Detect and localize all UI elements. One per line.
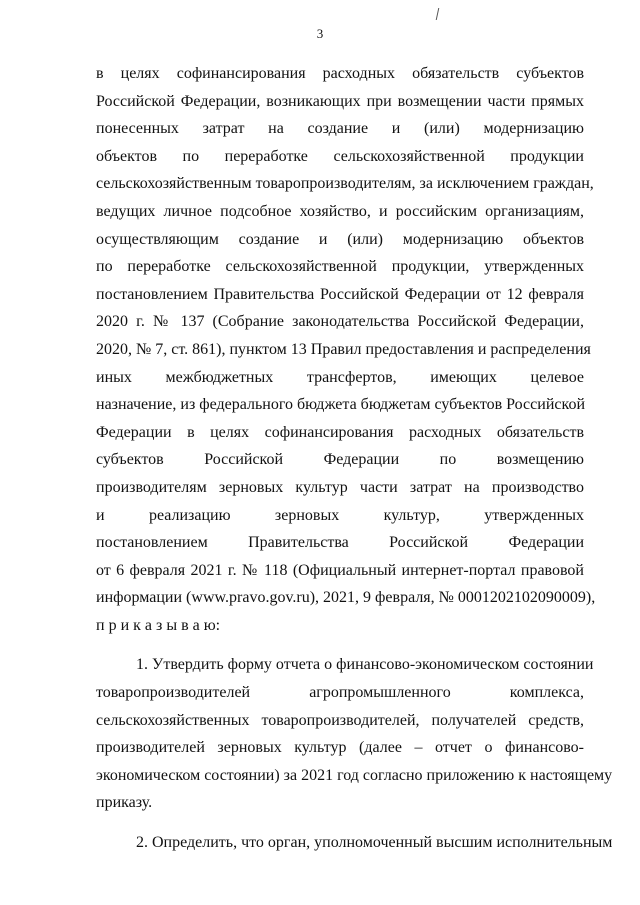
- text-line: приказу.: [96, 794, 153, 812]
- text-line: Российской Федерации, возникающих при возмещении части прямых: [96, 92, 584, 110]
- page-number: 3: [316, 26, 324, 41]
- text-line: по переработке сельскохозяйственной продукции, утвержденных: [96, 258, 584, 276]
- document-body: [96, 60, 613, 857]
- text-line: понесенных затрат на создание и (или) модернизацию: [96, 120, 584, 138]
- text-line: 2020 г. № 137 (Собрание законодательства Российской Федерации,: [96, 313, 584, 331]
- text-line: информации (www.pravo.gov.ru), 2021, 9 февраля, № 0001202102090009),: [96, 589, 596, 607]
- text-line: осуществляющим создание и (или) модернизацию объектов: [96, 230, 584, 248]
- text-line: ведущих личное подсобное хозяйство, и российским организациям,: [96, 202, 584, 220]
- paragraph-gap: [96, 817, 584, 829]
- text-line: назначение, из федерального бюджета бюджетам субъектов Российской: [96, 396, 585, 414]
- text-line: и реализацию зерновых культур, утвержденных: [96, 506, 584, 524]
- text-line: от 6 февраля 2021 г. № 118 (Официальный интернет-портал правовой: [96, 561, 584, 579]
- text-line: производителей зерновых культур (далее – отчет о финансово-: [96, 739, 584, 757]
- text-line: сельскохозяйственным товаропроизводителям, за исключением граждан,: [96, 175, 594, 193]
- text-line: субъектов Российской Федерации по возмещению: [96, 451, 584, 469]
- text-line: производителям зерновых культур части затрат на производство: [96, 478, 584, 496]
- text-line: Федерации в целях софинансирования расходных обязательств: [96, 423, 584, 441]
- scan-mark: [436, 8, 442, 20]
- text-line: 2020, № 7, ст. 861), пунктом 13 Правил предоставления и распределения: [96, 340, 591, 358]
- text-line: сельскохозяйственных товаропроизводителей, получателей средств,: [96, 711, 584, 729]
- text-line: постановлением Правительства Российской Федерации от 12 февраля: [96, 285, 584, 303]
- text-line: в целях софинансирования расходных обязательств субъектов: [96, 65, 584, 82]
- text-line: иных межбюджетных трансфертов, имеющих целевое: [96, 368, 584, 386]
- text-line: товаропроизводителей агропромышленного комплекса,: [96, 684, 584, 702]
- text-line: экономическом состоянии) за 2021 год согласно приложению к настоящему: [96, 766, 613, 784]
- prikazyvayu-line: п р и к а з ы в а ю:: [96, 616, 221, 634]
- text-line: постановлением Правительства Российской Федерации: [96, 534, 584, 552]
- text-line: объектов по переработке сельскохозяйственной продукции: [96, 147, 584, 165]
- paragraph-1-first-line: 1. Утвердить форму отчета о финансово-экономическом состоянии: [136, 656, 594, 674]
- paragraph-2-first-line: 2. Определить, что орган, уполномоченный высшим исполнительным: [136, 834, 613, 852]
- paragraph-gap: [96, 639, 584, 651]
